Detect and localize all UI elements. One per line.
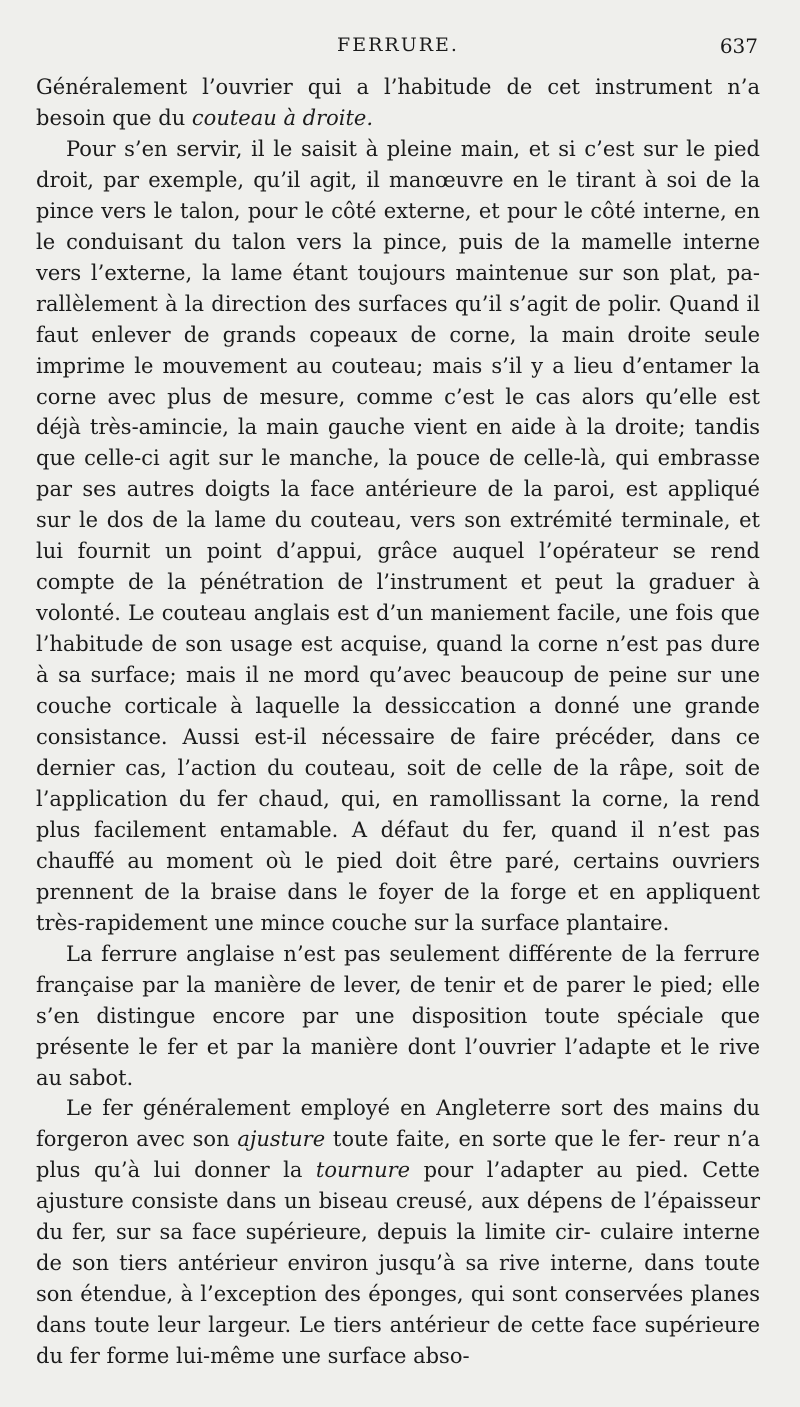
italic-term: couteau à droite. bbox=[191, 105, 374, 130]
page-number: 637 bbox=[719, 34, 758, 58]
text-segment: Généralement l’ouvrier qui a l’habitude de cet instrument n’a besoin que du bbox=[36, 75, 760, 130]
text-segment: Pour s’en servir, il le saisit à pleine main, et si c’est sur le pied droit, par exemple, qu’il agit, il manœuvre en le tirant à soi de la pince vers le talon, pour le côté externe, et pour le côté interne, en le conduisant du talon vers la pince, puis de la mamelle interne vers l’externe, la lame étant toujours maintenue sur son plat, pa- rallèlement à la direction des surfaces qu’il s’agit de polir. Quand il faut enlever de grands copeaux de corne, la main droite seule imprime le mouvement au couteau; mais s’il y a lieu d’entamer la corne avec plus de mesure, comme c’est le cas alors qu’elle est déjà très-amincie, la main gauche vient en aide à la droite; tandis que celle-ci agit sur le manche, la pouce de celle-là, qui embrasse par ses autres doigts la face antérieure de la paroi, est appliqué sur le dos de la lame du couteau, vers son extrémité terminale, et lui fournit un point d’appui, grâce auquel l’opérateur se rend compte de la pénétration de l’instrument et peut la graduer à volonté. Le couteau anglais est d’un maniement facile, une fois que l’habitude de son usage est acquise, quand la corne n’est pas dure à sa surface; mais il ne mord qu’avec beaucoup de peine sur une couche corticale à laquelle la dessiccation a donné une grande consistance. Aussi est-il nécessaire de faire précéder, dans ce dernier cas, l’action du couteau, soit de celle de la râpe, soit de l’application du fer chaud, qui, en ramollissant la corne, la rend plus facilement entamable. A défaut du fer, quand il n’est pas chauffé au moment où le pied doit être paré, certains ouvriers prennent de la braise dans le foyer de la forge et en appliquent très-rapidement une mince couche sur la surface plantaire. bbox=[36, 136, 760, 935]
body-text bbox=[36, 72, 760, 1372]
running-title: FERRURE. bbox=[337, 34, 459, 56]
text-segment: La ferrure anglaise n’est pas seulement différente de la ferrure française par la manière de lever, de tenir et de parer le pied; elle s’en distingue encore par une disposition toute spéciale que présente le fer et par la manière dont l’ouvrier l’adapte et le rive au sabot. bbox=[36, 941, 760, 1090]
text-segment: Le fer généralement employé en Angleterre sort des mains du forgeron avec son bbox=[36, 1096, 760, 1152]
paragraph bbox=[36, 939, 760, 1094]
paragraph bbox=[36, 1093, 760, 1372]
text-segment: toute faite, en sorte que le fer- reur n’a plus qu’à lui donner la bbox=[36, 1127, 760, 1183]
running-head bbox=[36, 28, 760, 72]
italic-term: ajusture bbox=[237, 1127, 326, 1152]
paragraph bbox=[36, 134, 760, 939]
text-segment: pour l’adapter au pied. Cette ajusture consiste dans un biseau creusé, aux dépens de l’épaisseur du fer, sur sa face supérieure, depuis la limite cir- culaire interne de son tiers antérieur environ jusqu’à sa rive interne, dans toute son étendue, à l’exception des éponges, qui sont conservées planes dans toute leur largeur. Le tiers antérieur de cette face supérieure du fer forme lui-même une surface abso- bbox=[36, 1158, 760, 1369]
paragraph bbox=[36, 72, 760, 134]
italic-term: tournure bbox=[315, 1158, 411, 1183]
